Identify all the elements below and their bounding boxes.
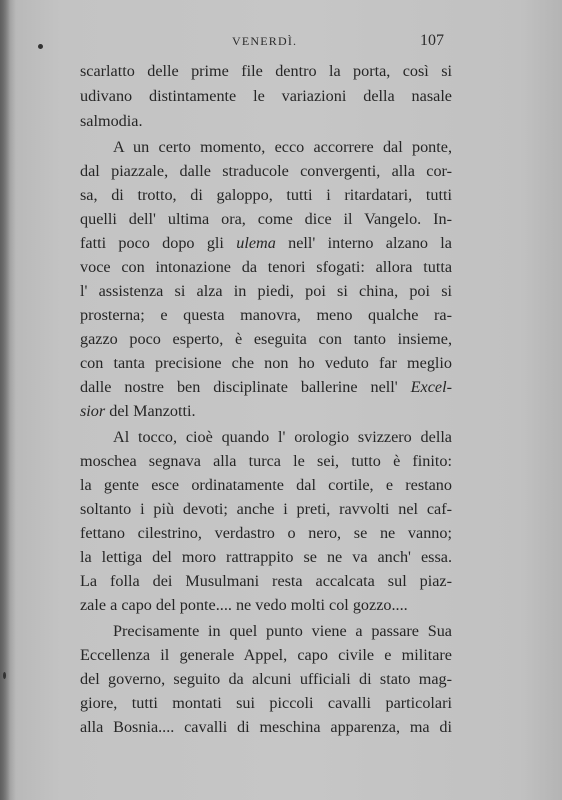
running-head: VENERDÌ. (232, 34, 298, 48)
text-line: la gente esce ordinatamente dal cortile, e restano (80, 476, 452, 494)
text-line: La folla dei Musulmani resta accalcata sul piaz- (80, 572, 452, 590)
text-line: Al tocco, cioè quando l' orologio svizzero della (113, 428, 452, 446)
text-line: prosterna; e questa manovra, meno qualche ra- (80, 306, 452, 324)
page-header (0, 32, 562, 52)
text-line: quelli dell' ultima ora, come dice il Vangelo. In- (80, 210, 452, 228)
page-number: 107 (420, 32, 444, 49)
text-line: con tanta precisione che non ho veduto far meglio (80, 354, 452, 372)
text-line: A un certo momento, ecco accorrere dal ponte, (113, 138, 452, 156)
text-line: udivano distintamente le variazioni della nasale (80, 87, 452, 105)
italic-word: Excel- (410, 378, 452, 396)
text-line: fettano cilestrino, verdastro o nero, se ne vanno; (80, 524, 452, 542)
text-line: sa, di trotto, di galoppo, tutti i ritardatari, tutti (80, 186, 452, 204)
text-line: moschea segnava alla turca le sei, tutto è finito: (80, 452, 452, 470)
text-line: salmodia. (80, 112, 143, 130)
text-line: alla Bosnia.... cavalli di meschina apparenza, ma di (80, 718, 452, 736)
text-line-with-italic: sior del Manzotti. (80, 402, 196, 420)
text-line: Eccellenza il generale Appel, capo civile e militare (80, 646, 452, 664)
text-line: la lettiga del moro rattrappito se ne va anch' essa. (80, 548, 452, 566)
text-line: voce con intonazione da tenori sfogati: allora tutta (80, 258, 452, 276)
ink-speck (3, 672, 6, 679)
text-line: l' assistenza si alza in piedi, poi si china, poi si (80, 282, 452, 300)
text-line: del governo, seguito da alcuni ufficiali di stato mag- (80, 670, 452, 688)
text-line-with-italic: dalle nostre ben disciplinate ballerine nell' Excel- (80, 378, 452, 396)
text-line: gazzo poco esperto, è eseguita con tanto insieme, (80, 330, 452, 348)
text-line-with-italic: fatti poco dopo gli ulema nell' interno alzano la (80, 234, 452, 252)
text-line: scarlatto delle prime file dentro la porta, così si (80, 62, 452, 80)
italic-word: ulema (236, 234, 276, 252)
text-line: dal piazzale, dalle straducole convergenti, alla cor- (80, 162, 452, 180)
text-line: giore, tutti montati sui piccoli cavalli particolari (80, 694, 452, 712)
text-line: zale a capo del ponte.... ne vedo molti col gozzo.... (80, 596, 408, 614)
italic-word: sior (80, 402, 106, 420)
binding-shadow (0, 0, 10, 800)
text-line: soltanto i più devoti; anche i preti, ravvolti nel caf- (80, 500, 452, 518)
text-line: Precisamente in quel punto viene a passare Sua (113, 622, 452, 640)
